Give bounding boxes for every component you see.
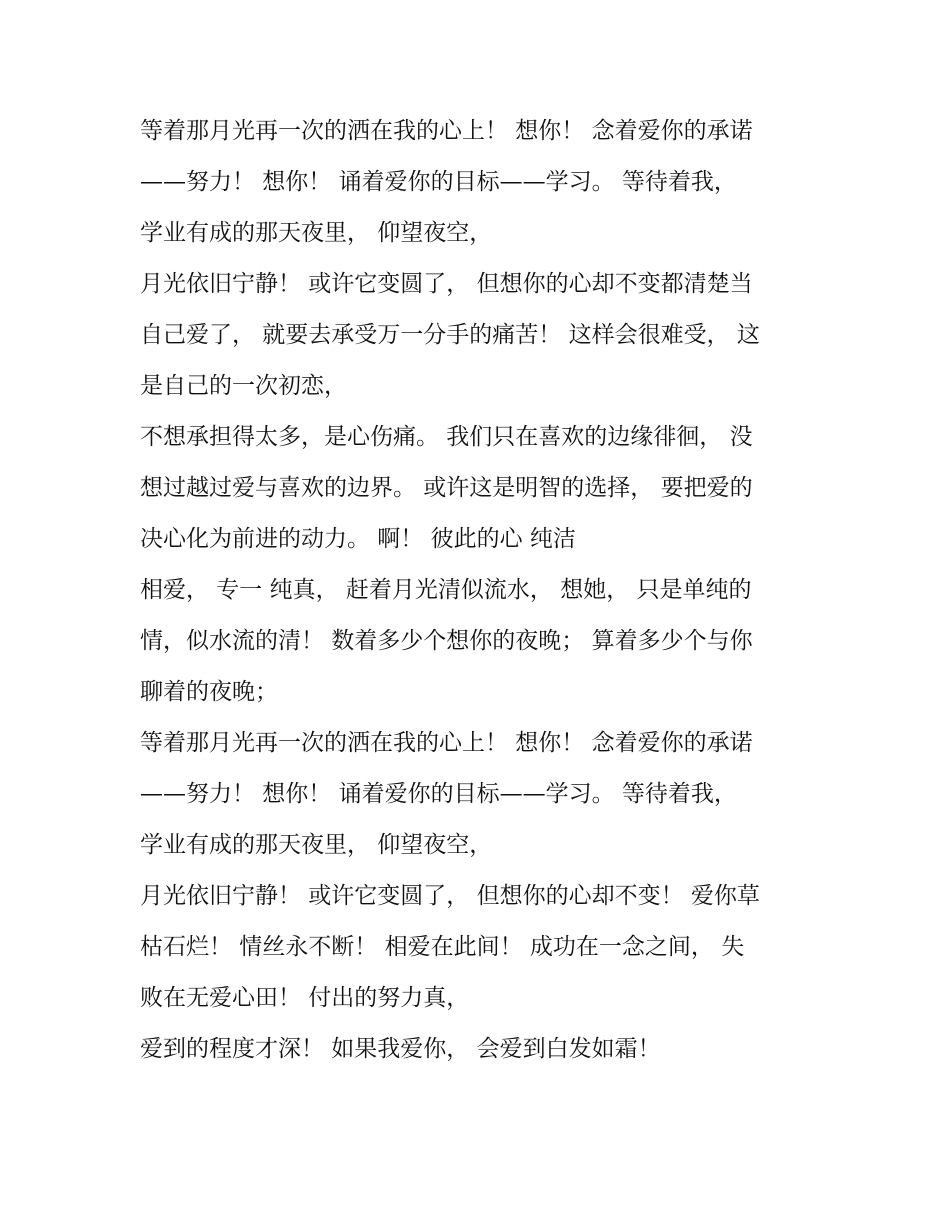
text-line: 是自己的一次初恋， — [140, 373, 347, 399]
text-line: ——努力！ 想你！ 诵着爱你的目标——学习。 等待着我， — [140, 781, 737, 807]
text-line: 等着那月光再一次的洒在我的心上！ 想你！ 念着爱你的承诺 — [140, 730, 753, 756]
text-line: 月光依旧宁静！ 或许它变圆了， 但想你的心却不变！ 爱你草 — [140, 883, 760, 909]
text-line: 自己爱了， 就要去承受万一分手的痛苦！ 这样会很难受， 这 — [140, 322, 760, 348]
text-line: 不想承担得太多，是心伤痛。 我们只在喜欢的边缘徘徊， 没 — [140, 424, 753, 450]
text-line: 相爱， 专一 纯真， 赶着月光清似流水， 想她， 只是单纯的 — [140, 577, 752, 603]
text-line: 月光依旧宁静！ 或许它变圆了， 但想你的心却不变都清楚当 — [140, 271, 753, 297]
text-line: 想过越过爱与喜欢的边界。 或许这是明智的选择， 要把爱的 — [140, 475, 753, 501]
text-line: 枯石烂！ 情丝永不断！ 相爱在此间！ 成功在一念之间， 失 — [140, 934, 745, 960]
text-line: 聊着的夜晚； — [140, 679, 278, 705]
text-line: 学业有成的那天夜里， 仰望夜空， — [140, 220, 493, 246]
text-line: 学业有成的那天夜里， 仰望夜空， — [140, 832, 493, 858]
text-line: ——努力！ 想你！ 诵着爱你的目标——学习。 等待着我， — [140, 169, 737, 195]
text-line: 爱到的程度才深！ 如果我爱你， 会爱到白发如霜！ — [140, 1036, 661, 1062]
body-text — [140, 106, 820, 1075]
text-line: 情，似水流的清！ 数着多少个想你的夜晚； 算着多少个与你 — [140, 628, 753, 654]
text-line: 败在无爱心田！ 付出的努力真， — [140, 985, 470, 1011]
text-line: 决心化为前进的动力。 啊！ 彼此的心 纯洁 — [140, 526, 576, 552]
text-line: 等着那月光再一次的洒在我的心上！ 想你！ 念着爱你的承诺 — [140, 118, 753, 144]
